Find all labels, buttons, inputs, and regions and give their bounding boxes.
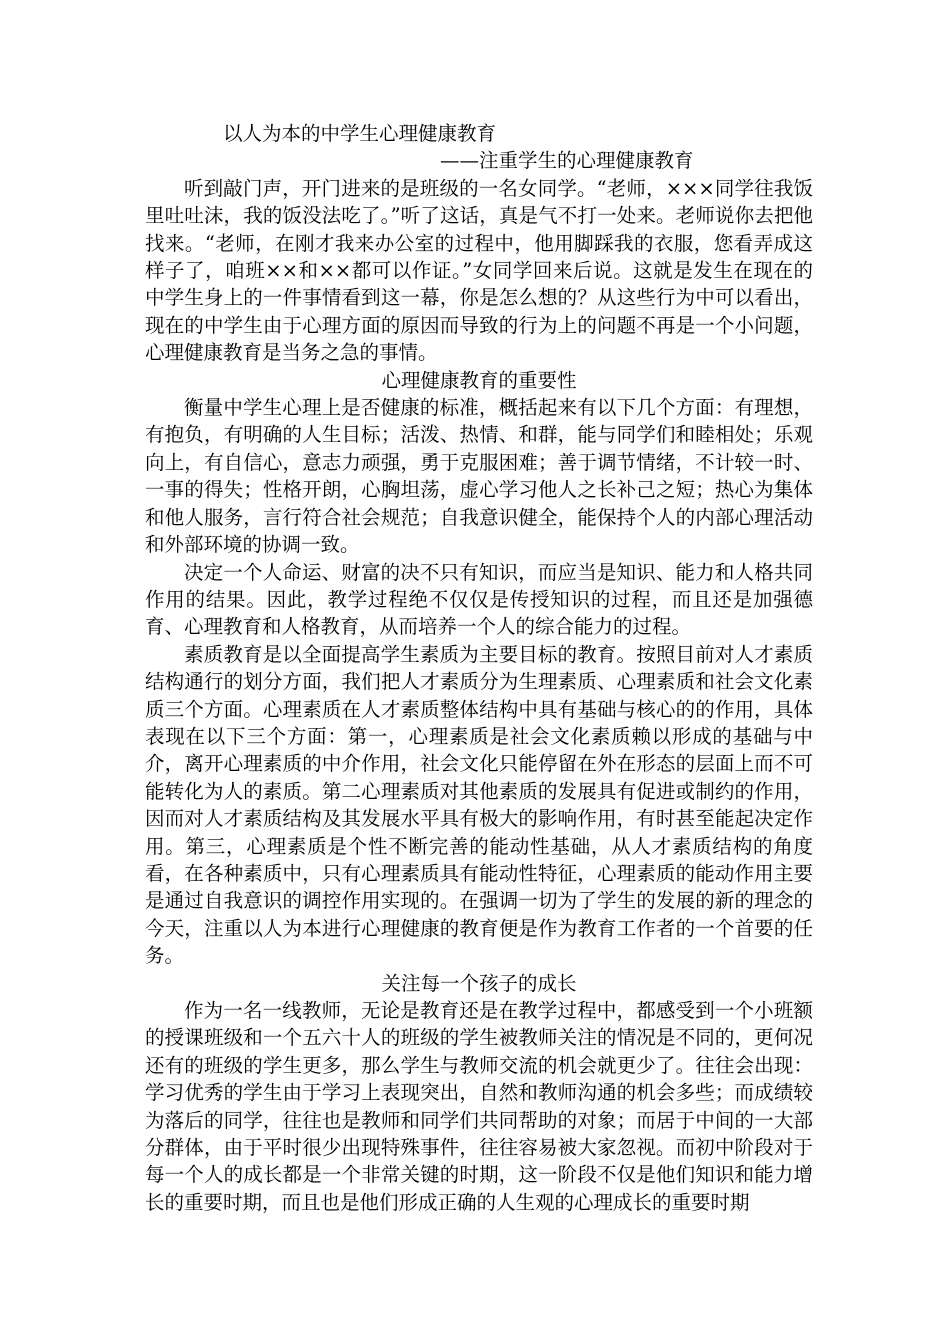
paragraph-quality-education: 素质教育是以全面提高学生素质为主要目标的教育。按照目前对人才素质结构通行的划分方面，我们把人才素质分为生理素质、心理素质和社会文化素质三个方面。心理素质在人才素质整体结构中具有基础与核心的的作用，具体表现在以下三个方面：第一，心理素质是社会文化素质赖以形成的基础与中介，离开心理素质的中介作用，社会文化只能停留在外在形态的层面上而不可能转化为人的素质。第二心理素质对其他素质的发展具有促进或制约的作用，因而对人才素质结构及其发展水平具有极大的影响作用，有时甚至能起决定作用。第三，心理素质是个性不断完善的能动性基础，从人才素质结构的角度看，在各种素质中，只有心理素质具有能动性特征，心理素质的能动作用主要是通过自我意识的调控作用实现的。在强调一切为了学生的发展的新的理念的今天，注重以人为本进行心理健康的教育便是作为教育工作者的一个首要的任务。 <box>145 642 813 968</box>
section-heading-importance: 心理健康教育的重要性 <box>381 368 577 392</box>
document-subtitle: ——注重学生的心理健康教育 <box>440 149 694 173</box>
paragraph-knowledge-ability: 决定一个人命运、财富的决不只有知识，而应当是知识、能力和人格共同作用的结果。因此，教学过程绝不仅仅是传授知识的过程，而且还是加强德育、心理教育和人格教育，从而培养一个人的综合能力的过程。 <box>145 560 813 639</box>
intro-paragraph: 听到敲门声，开门进来的是班级的一名女同学。“老师，×××同学往我饭里吐吐沫，我的饭没法吃了。”听了这话，真是气不打一处来。老师说你去把他找来。“老师，在刚才我来办公室的过程中，他用脚踩我的衣服，您看弄成这样子了，咱班××和××都可以作证。”女同学回来后说。这就是发生在现在的中学生身上的一件事情看到这一幕，你是怎么想的？从这些行为中可以看出，现在的中学生由于心理方面的原因而导致的行为上的问题不再是一个小问题，心理健康教育是当务之急的事情。 <box>145 176 813 365</box>
document-title: 以人为本的中学生心理健康教育 <box>223 122 497 145</box>
section-heading-every-child: 关注每一个孩子的成长 <box>381 971 577 995</box>
document-body <box>145 120 813 1216</box>
paragraph-health-criteria: 衡量中学生心理上是否健康的标准，概括起来有以下几个方面：有理想，有抱负，有明确的人生目标；活泼、热情、和群，能与同学们和睦相处；乐观向上，有自信心，意志力顽强，勇于克服困难；善于调节情绪，不计较一时、一事的得失；性格开朗，心胸坦荡，虚心学习他人之长补己之短；热心为集体和他人服务，言行符合社会规范；自我意识健全，能保持个人的内部心理活动和外部环境的协调一致。 <box>145 396 813 557</box>
paragraph-frontline-teacher: 作为一名一线教师，无论是教育还是在教学过程中，都感受到一个小班额的授课班级和一个五六十人的班级的学生被教师关注的情况是不同的，更何况还有的班级的学生更多，那么学生与教师交流的机会就更少了。往往会出现：学习优秀的学生由于学习上表现突出，自然和教师沟通的机会多些；而成绩较为落后的同学，往往也是教师和同学们共同帮助的对象；而居于中间的一大部分群体，由于平时很少出现特殊事件，往往容易被大家忽视。而初中阶段对于每一个人的成长都是一个非常关键的时期，这一阶段不仅是他们知识和能力增长的重要时期，而且也是他们形成正确的人生观的心理成长的重要时期 <box>145 999 813 1214</box>
